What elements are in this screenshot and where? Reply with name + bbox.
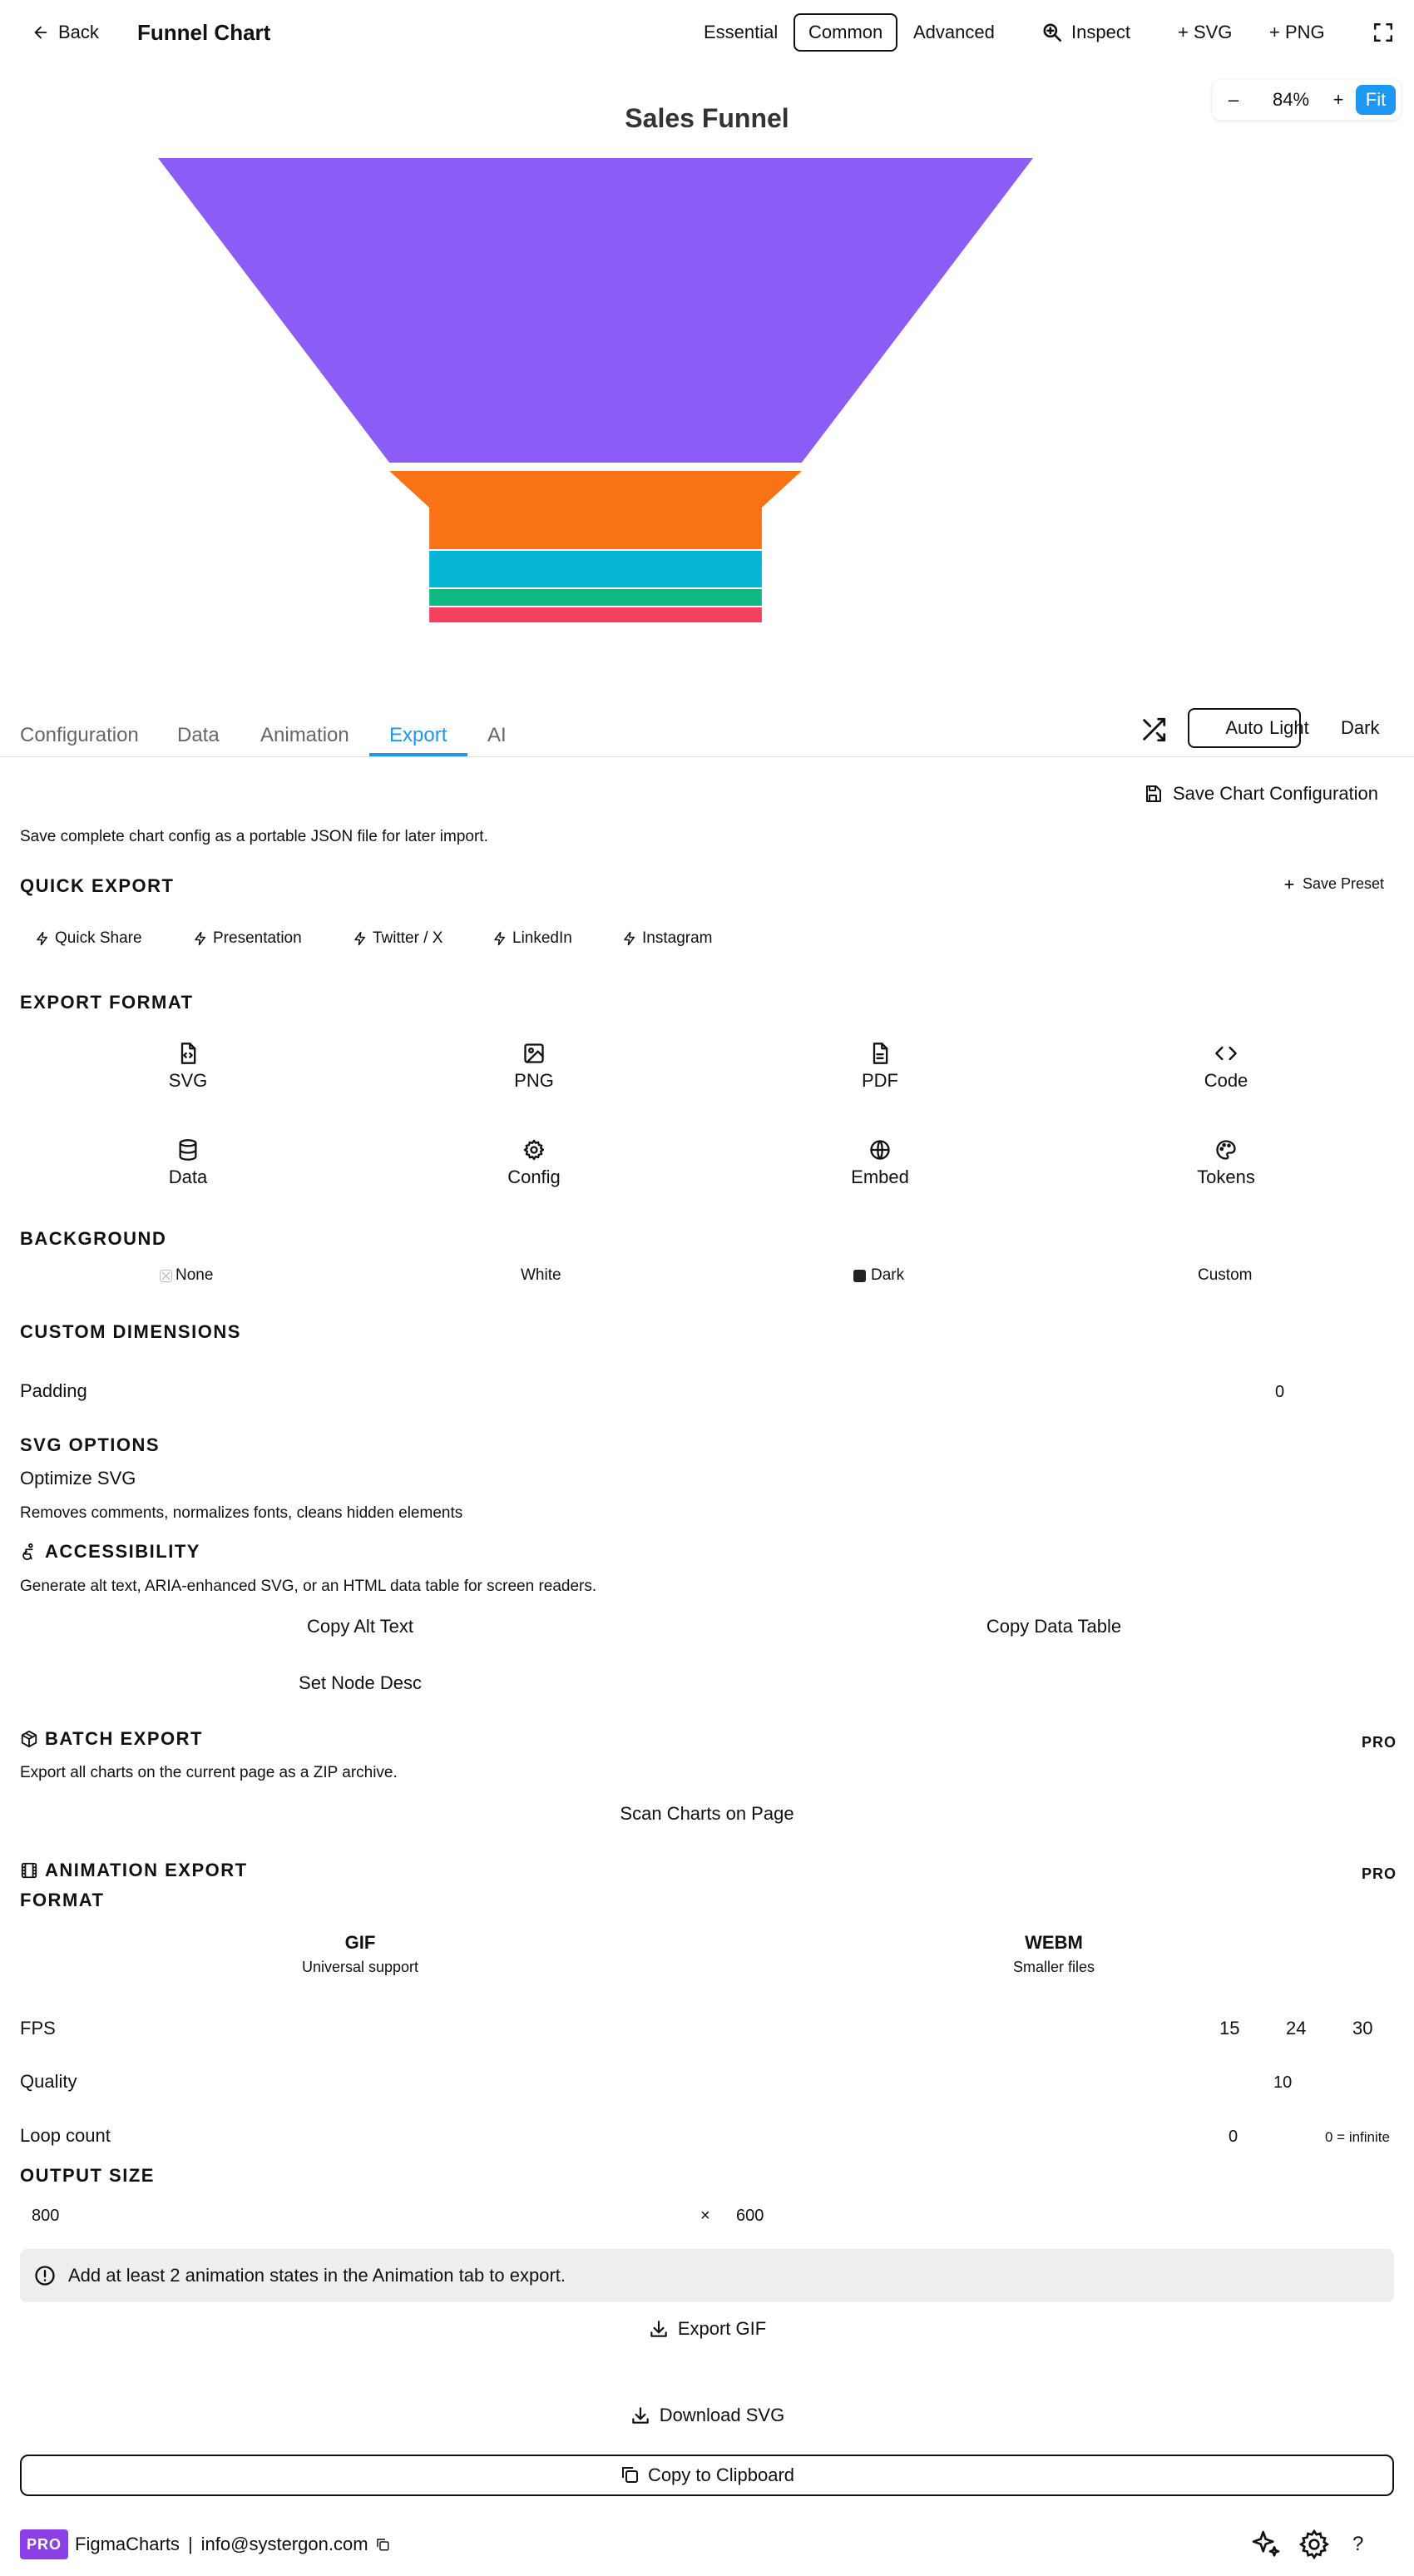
batch-export-header — [20, 1728, 203, 1750]
fullscreen-button[interactable] — [1372, 0, 1394, 65]
optimize-svg-desc: Removes comments, normalizes fonts, cleans hidden elements — [20, 1504, 463, 1522]
inspect-button[interactable] — [1041, 0, 1130, 65]
format-gif-option[interactable] — [20, 1932, 700, 1976]
format-label: Config — [507, 1167, 561, 1187]
accessibility-desc: Generate alt text, ARIA-enhanced SVG, or an HTML data table for screen readers. — [20, 1578, 597, 1595]
fps-label: FPS — [20, 2018, 56, 2039]
funnel-stage-5 — [429, 607, 762, 622]
format-data[interactable] — [63, 1138, 313, 1188]
background-dark[interactable] — [853, 1266, 904, 1285]
page-title: Funnel Chart — [137, 19, 271, 45]
brand-name: FigmaCharts — [75, 2534, 180, 2554]
dark-swatch-icon — [853, 1270, 866, 1282]
image-icon — [522, 1042, 546, 1065]
shuffle-icon — [1140, 716, 1168, 744]
footer-separator: | — [187, 2534, 193, 2554]
file-text-icon — [868, 1042, 892, 1065]
copy-email-icon[interactable] — [375, 2537, 390, 2552]
add-png-button[interactable]: + PNG — [1269, 22, 1325, 42]
format-code[interactable] — [1101, 1042, 1351, 1092]
add-svg-button[interactable]: + SVG — [1178, 22, 1233, 42]
code-icon — [1214, 1042, 1238, 1065]
tab-data[interactable]: Data — [177, 724, 220, 746]
height-input[interactable]: 600 — [736, 2207, 764, 2225]
times-symbol: × — [700, 2207, 710, 2225]
svg-options-title: SVG OPTIONS — [20, 1434, 161, 1455]
copy-icon — [620, 2465, 640, 2484]
funnel-stage-4 — [429, 589, 762, 606]
sparkles-icon — [1249, 2528, 1283, 2561]
format-label: Embed — [851, 1167, 909, 1187]
copy-alt-text-button[interactable]: Copy Alt Text — [307, 1616, 413, 1637]
save-preset-button[interactable] — [1283, 875, 1384, 893]
quick-export-title: QUICK EXPORT — [20, 875, 175, 896]
preset-label: Quick Share — [55, 929, 142, 947]
save-icon — [1143, 784, 1163, 804]
background-dark-label: Dark — [871, 1266, 905, 1284]
background-white[interactable]: White — [521, 1266, 561, 1284]
loop-label: Loop count — [20, 2125, 111, 2146]
quality-input[interactable]: 10 — [1273, 2073, 1293, 2092]
format-config[interactable] — [409, 1138, 659, 1188]
file-code-icon — [176, 1042, 200, 1065]
database-icon — [176, 1138, 200, 1162]
fit-button[interactable]: Fit — [1356, 85, 1396, 115]
tab-ai[interactable]: AI — [487, 724, 507, 746]
accessibility-header — [20, 1541, 200, 1563]
package-icon — [20, 1730, 38, 1748]
width-input[interactable]: 800 — [32, 2207, 60, 2225]
loop-hint: 0 = infinite — [1325, 2129, 1390, 2145]
tab-animation[interactable]: Animation — [260, 724, 349, 746]
format-webm-option[interactable] — [714, 1932, 1394, 1976]
gear-icon — [1298, 2528, 1331, 2561]
fullscreen-icon — [1372, 22, 1394, 43]
arrow-left-icon — [32, 23, 50, 42]
format-png[interactable] — [409, 1042, 659, 1092]
batch-pro-badge: PRO — [1362, 1734, 1397, 1751]
format-svg[interactable] — [63, 1042, 313, 1092]
copy-data-table-button[interactable]: Copy Data Table — [986, 1616, 1122, 1637]
preset-label: LinkedIn — [512, 929, 572, 947]
format-tokens[interactable] — [1101, 1138, 1351, 1188]
plus-icon — [1283, 878, 1296, 891]
gif-sub: Universal support — [301, 1959, 419, 1975]
export-format-title: EXPORT FORMAT — [20, 992, 194, 1013]
preset-label: Presentation — [213, 929, 302, 947]
quality-label: Quality — [20, 2071, 77, 2092]
segment-common[interactable]: Common — [794, 13, 897, 52]
padding-input[interactable]: 0 — [1275, 1383, 1285, 1401]
zoom-level: 84% — [1272, 89, 1310, 110]
segment-essential[interactable]: Essential — [704, 22, 779, 42]
batch-export-title: BATCH EXPORT — [45, 1728, 203, 1749]
save-config-button[interactable] — [1143, 777, 1378, 810]
globe-icon — [868, 1138, 892, 1162]
format-label: PNG — [514, 1070, 554, 1091]
download-svg-label: Download SVG — [659, 2405, 785, 2425]
batch-export-desc: Export all charts on the current page as a ZIP archive. — [20, 1764, 398, 1781]
tab-divider — [0, 756, 1414, 757]
preset-instagram[interactable] — [622, 929, 712, 948]
animation-pro-badge: PRO — [1362, 1865, 1397, 1882]
lightning-icon — [35, 931, 50, 946]
info-icon — [33, 2264, 57, 2287]
gear-icon — [522, 1138, 546, 1162]
palette-icon — [1214, 1138, 1238, 1162]
background-custom[interactable]: Custom — [1198, 1266, 1253, 1284]
gif-label: GIF — [344, 1932, 376, 1953]
copy-clipboard-label: Copy to Clipboard — [647, 2465, 795, 2485]
funnel-stage-2 — [389, 471, 802, 549]
inspect-label: Inspect — [1071, 22, 1130, 42]
animation-export-header — [20, 1860, 248, 1881]
download-icon — [630, 2405, 651, 2426]
funnel-chart — [0, 158, 1414, 641]
fps-option-15[interactable]: 15 — [1219, 2018, 1240, 2039]
back-button[interactable] — [32, 0, 99, 65]
loop-input[interactable]: 0 — [1229, 2128, 1238, 2146]
download-svg-button[interactable] — [0, 2405, 1414, 2426]
preset-quick-share[interactable] — [35, 929, 142, 948]
film-icon — [20, 1861, 38, 1880]
export-gif-label: Export GIF — [677, 2318, 767, 2339]
optimize-svg-toggle[interactable]: Optimize SVG — [20, 1468, 136, 1489]
format-pdf[interactable] — [755, 1042, 1005, 1092]
format-title: FORMAT — [20, 1890, 105, 1910]
lightning-icon — [193, 931, 208, 946]
settings-button[interactable] — [1298, 2528, 1331, 2561]
background-title: BACKGROUND — [20, 1228, 167, 1249]
preset-twitter-x[interactable] — [353, 929, 442, 948]
output-size-title: OUTPUT SIZE — [20, 2165, 155, 2186]
download-icon — [648, 2318, 670, 2340]
save-config-desc: Save complete chart config as a portable JSON file for later import. — [20, 828, 488, 845]
format-label: Data — [168, 1167, 208, 1187]
preset-linkedin[interactable] — [492, 929, 572, 948]
set-node-desc-button[interactable]: Set Node Desc — [299, 1672, 422, 1693]
pro-badge: PRO — [20, 2529, 68, 2559]
copy-clipboard-button[interactable] — [20, 2455, 1394, 2496]
fps-option-30[interactable]: 30 — [1352, 2018, 1373, 2039]
zoom-out-button[interactable]: – — [1228, 89, 1239, 110]
save-preset-label: Save Preset — [1303, 875, 1385, 892]
transparent-icon — [160, 1270, 172, 1282]
lightning-icon — [492, 931, 507, 946]
tab-configuration[interactable]: Configuration — [20, 724, 139, 746]
tab-export[interactable]: Export — [389, 724, 447, 746]
format-label: SVG — [168, 1070, 208, 1091]
format-embed[interactable] — [755, 1138, 1005, 1188]
webm-sub: Smaller files — [1012, 1959, 1095, 1975]
footer-brand — [20, 2528, 390, 2561]
scan-charts-button[interactable]: Scan Charts on Page — [620, 1803, 794, 1824]
ai-sparkle-button[interactable] — [1249, 2528, 1283, 2561]
accessibility-icon — [20, 1543, 38, 1561]
lightning-icon — [622, 931, 637, 946]
theme-dark[interactable]: Dark — [1341, 717, 1380, 738]
animation-export-title: ANIMATION EXPORT — [45, 1860, 248, 1880]
shuffle-button[interactable] — [1140, 716, 1168, 744]
theme-light[interactable]: Light — [1269, 717, 1309, 738]
format-label: Tokens — [1197, 1167, 1255, 1187]
footer-email[interactable]: info@systergon.com — [200, 2534, 368, 2554]
segment-advanced[interactable]: Advanced — [913, 22, 995, 42]
preset-presentation[interactable] — [193, 929, 302, 948]
preset-label: Instagram — [642, 929, 713, 947]
fps-option-24[interactable]: 24 — [1286, 2018, 1307, 2039]
funnel-stage-3 — [429, 551, 762, 587]
webm-label: WEBM — [1025, 1932, 1083, 1953]
accessibility-title: ACCESSIBILITY — [45, 1541, 200, 1562]
help-button[interactable]: ? — [1352, 2533, 1364, 2555]
preset-label: Twitter / X — [373, 929, 443, 947]
zoom-in-icon — [1041, 22, 1063, 43]
chart-title: Sales Funnel — [625, 103, 789, 133]
back-label: Back — [58, 22, 99, 42]
format-label: Code — [1204, 1070, 1248, 1091]
background-none-label: None — [176, 1266, 214, 1284]
zoom-in-button[interactable]: + — [1332, 89, 1344, 110]
notice-text: Add at least 2 animation states in the Animation tab to export. — [68, 2265, 566, 2286]
theme-auto[interactable]: Auto — [1188, 708, 1301, 748]
background-none[interactable] — [160, 1266, 213, 1285]
funnel-stage-1 — [158, 158, 1033, 463]
save-config-label: Save Chart Configuration — [1173, 783, 1379, 804]
custom-dimensions-title: CUSTOM DIMENSIONS — [20, 1321, 241, 1342]
animation-notice — [20, 2249, 1394, 2302]
lightning-icon — [353, 931, 368, 946]
padding-label: Padding — [20, 1380, 87, 1401]
format-label: PDF — [862, 1070, 898, 1091]
export-gif-button[interactable] — [0, 2318, 1414, 2340]
top-bar — [0, 0, 1414, 65]
